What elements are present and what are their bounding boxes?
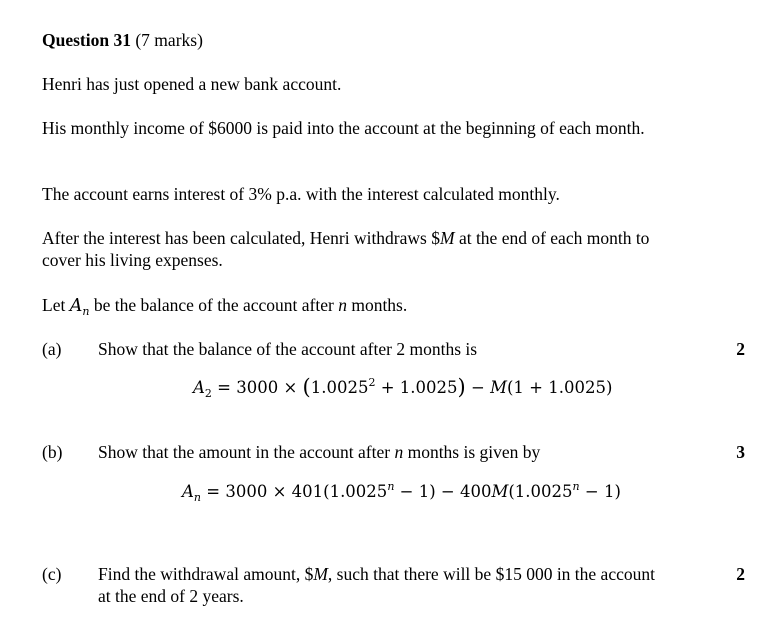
intro-p5-text-b: be the balance of the account after xyxy=(89,295,339,315)
question-header xyxy=(42,29,662,51)
intro-paragraph-5 xyxy=(42,294,662,323)
intro-p5-variable-n: n xyxy=(338,295,347,315)
intro-paragraph-3: The account earns interest of 3% p.a. with the interest calculated monthly. xyxy=(42,184,560,204)
intro-p4-variable-m: M xyxy=(439,228,455,248)
part-b-formula: $A_n = 3000 \times 401(1.0025^n - 1) - 400M(1.0025^n - 1)$ xyxy=(182,480,621,504)
intro-p5-text-a: Let xyxy=(42,295,70,315)
part-a-marks: 2 xyxy=(736,339,745,359)
question-label: Question 31 xyxy=(42,30,131,50)
intro-p4-text-b: at the end of each month to cover his living expenses. xyxy=(42,228,650,270)
intro-p5-variable-a: $A_n$ xyxy=(69,296,90,318)
intro-paragraph-2: His monthly income of $6000 is paid into the account at the beginning of each month. xyxy=(42,118,645,138)
intro-paragraph-4 xyxy=(42,227,662,271)
part-c-marks: 2 xyxy=(736,564,745,584)
part-a-text: Show that the balance of the account after 2 months is xyxy=(98,339,478,359)
part-c-label: (c) xyxy=(42,564,62,584)
part-b-label: (b) xyxy=(42,442,63,462)
intro-p5-text-c: months. xyxy=(346,295,408,315)
intro-p4-text-a: After the interest has been calculated, Henri withdraws $ xyxy=(42,228,440,248)
question-marks: (7 marks) xyxy=(135,30,203,50)
part-b-marks: 3 xyxy=(736,442,745,462)
intro-paragraph-1: Henri has just opened a new bank account. xyxy=(42,74,342,94)
part-a-formula: $A_2 = 3000 \times (1.0025^2 + 1.0025) - M(1 + 1.0025)$ xyxy=(193,375,613,400)
part-c-text: Find the withdrawal amount, $M, such that there will be $15 000 in the account at the end of 2 years. xyxy=(98,564,655,606)
part-a-label: (a) xyxy=(42,339,62,359)
part-b-text: Show that the amount in the account after n months is given by xyxy=(98,442,541,462)
